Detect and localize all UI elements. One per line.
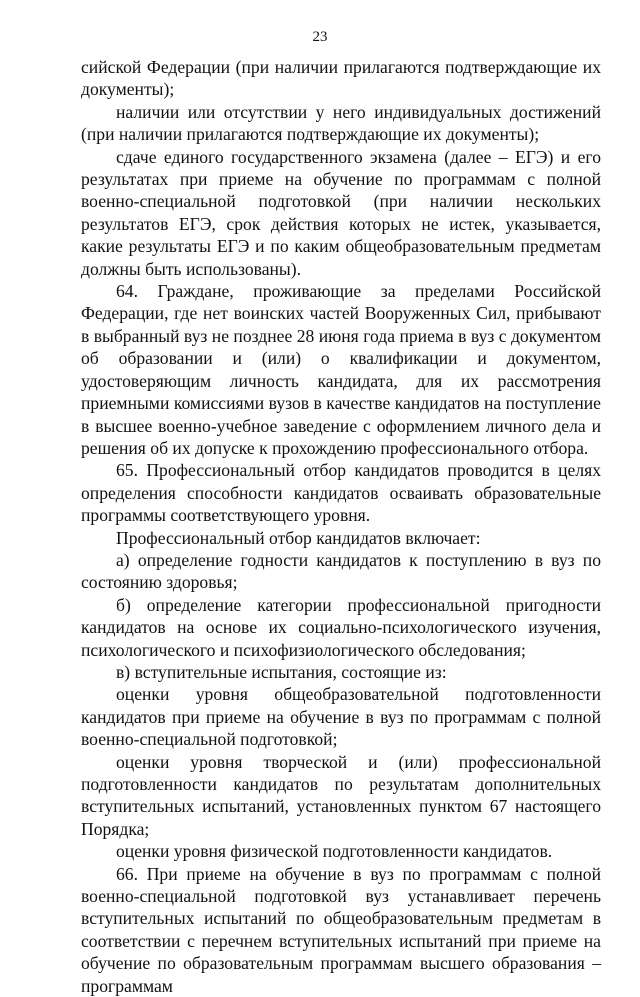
- paragraph-general-education: оценки уровня общеобразовательной подготовленности кандидатов при приеме на обучение в вуз по программам с полной военно-специальной подготовкой;: [81, 684, 601, 750]
- paragraph-continuation: сийской Федерации (при наличии прилагаются подтверждающие их документы);: [81, 57, 601, 100]
- document-body: [81, 56, 601, 997]
- paragraph-subitem-a: а) определение годности кандидатов к поступлению в вуз по состоянию здоровья;: [81, 549, 601, 593]
- paragraph-achievements: наличии или отсутствии у него индивидуальных достижений (при наличии прилагаются подтверждающие их документы);: [81, 101, 601, 145]
- paragraph-ege: сдаче единого государственного экзамена (далее – ЕГЭ) и его результатах при приеме на обучение по программам с полной военно-специальной подготовкой (при наличии нескольких результатов ЕГЭ, срок действия которых не истек, указывается, какие результаты ЕГЭ и по каким общеобразовательным предметам должны быть использованы).: [81, 146, 601, 279]
- page-number: 23: [312, 29, 328, 45]
- paragraph-item-65: 65. Профессиональный отбор кандидатов проводится в целях определения способности кандидатов осваивать образовательные программы соответствующего уровня.: [81, 460, 601, 526]
- paragraph-subitem-v: в) вступительные испытания, состоящие из:: [116, 661, 447, 682]
- paragraph-physical: оценки уровня физической подготовленности кандидатов.: [116, 841, 553, 862]
- paragraph-item-66: 66. При приеме на обучение в вуз по программам с полной военно-специальной подготовкой вуз устанавливает перечень вступительных испытаний по общеобразовательным предметам в соответствии с перечнем вступительных испытаний при приеме на обучение по образовательным программам высшего образования – программам: [81, 863, 601, 996]
- paragraph-creative-professional: оценки уровня творческой и (или) профессиональной подготовленности кандидатов по результатам дополнительных вступительных испытаний, установленных пунктом 67 настоящего Порядка;: [81, 751, 601, 839]
- paragraph-item-64: 64. Граждане, проживающие за пределами Российской Федерации, где нет воинских частей Вооруженных Сил, прибывают в выбранный вуз не позднее 28 июня года приема в вуз с документом об образовании и (или) о квалификации и документом, удостоверяющим личность кандидата, для их рассмотрения приемными комиссиями вузов в качестве кандидатов на поступление в высшее военно-учебное заведение с оформлением личного дела и решения об их допуске к прохождению профессионального отбора.: [81, 281, 601, 458]
- paragraph-selection-includes: Профессиональный отбор кандидатов включает:: [116, 527, 481, 548]
- paragraph-subitem-b: б) определение категории профессиональной пригодности кандидатов на основе их социально-психологического изучения, психологического и психофизиологического обследования;: [81, 594, 601, 660]
